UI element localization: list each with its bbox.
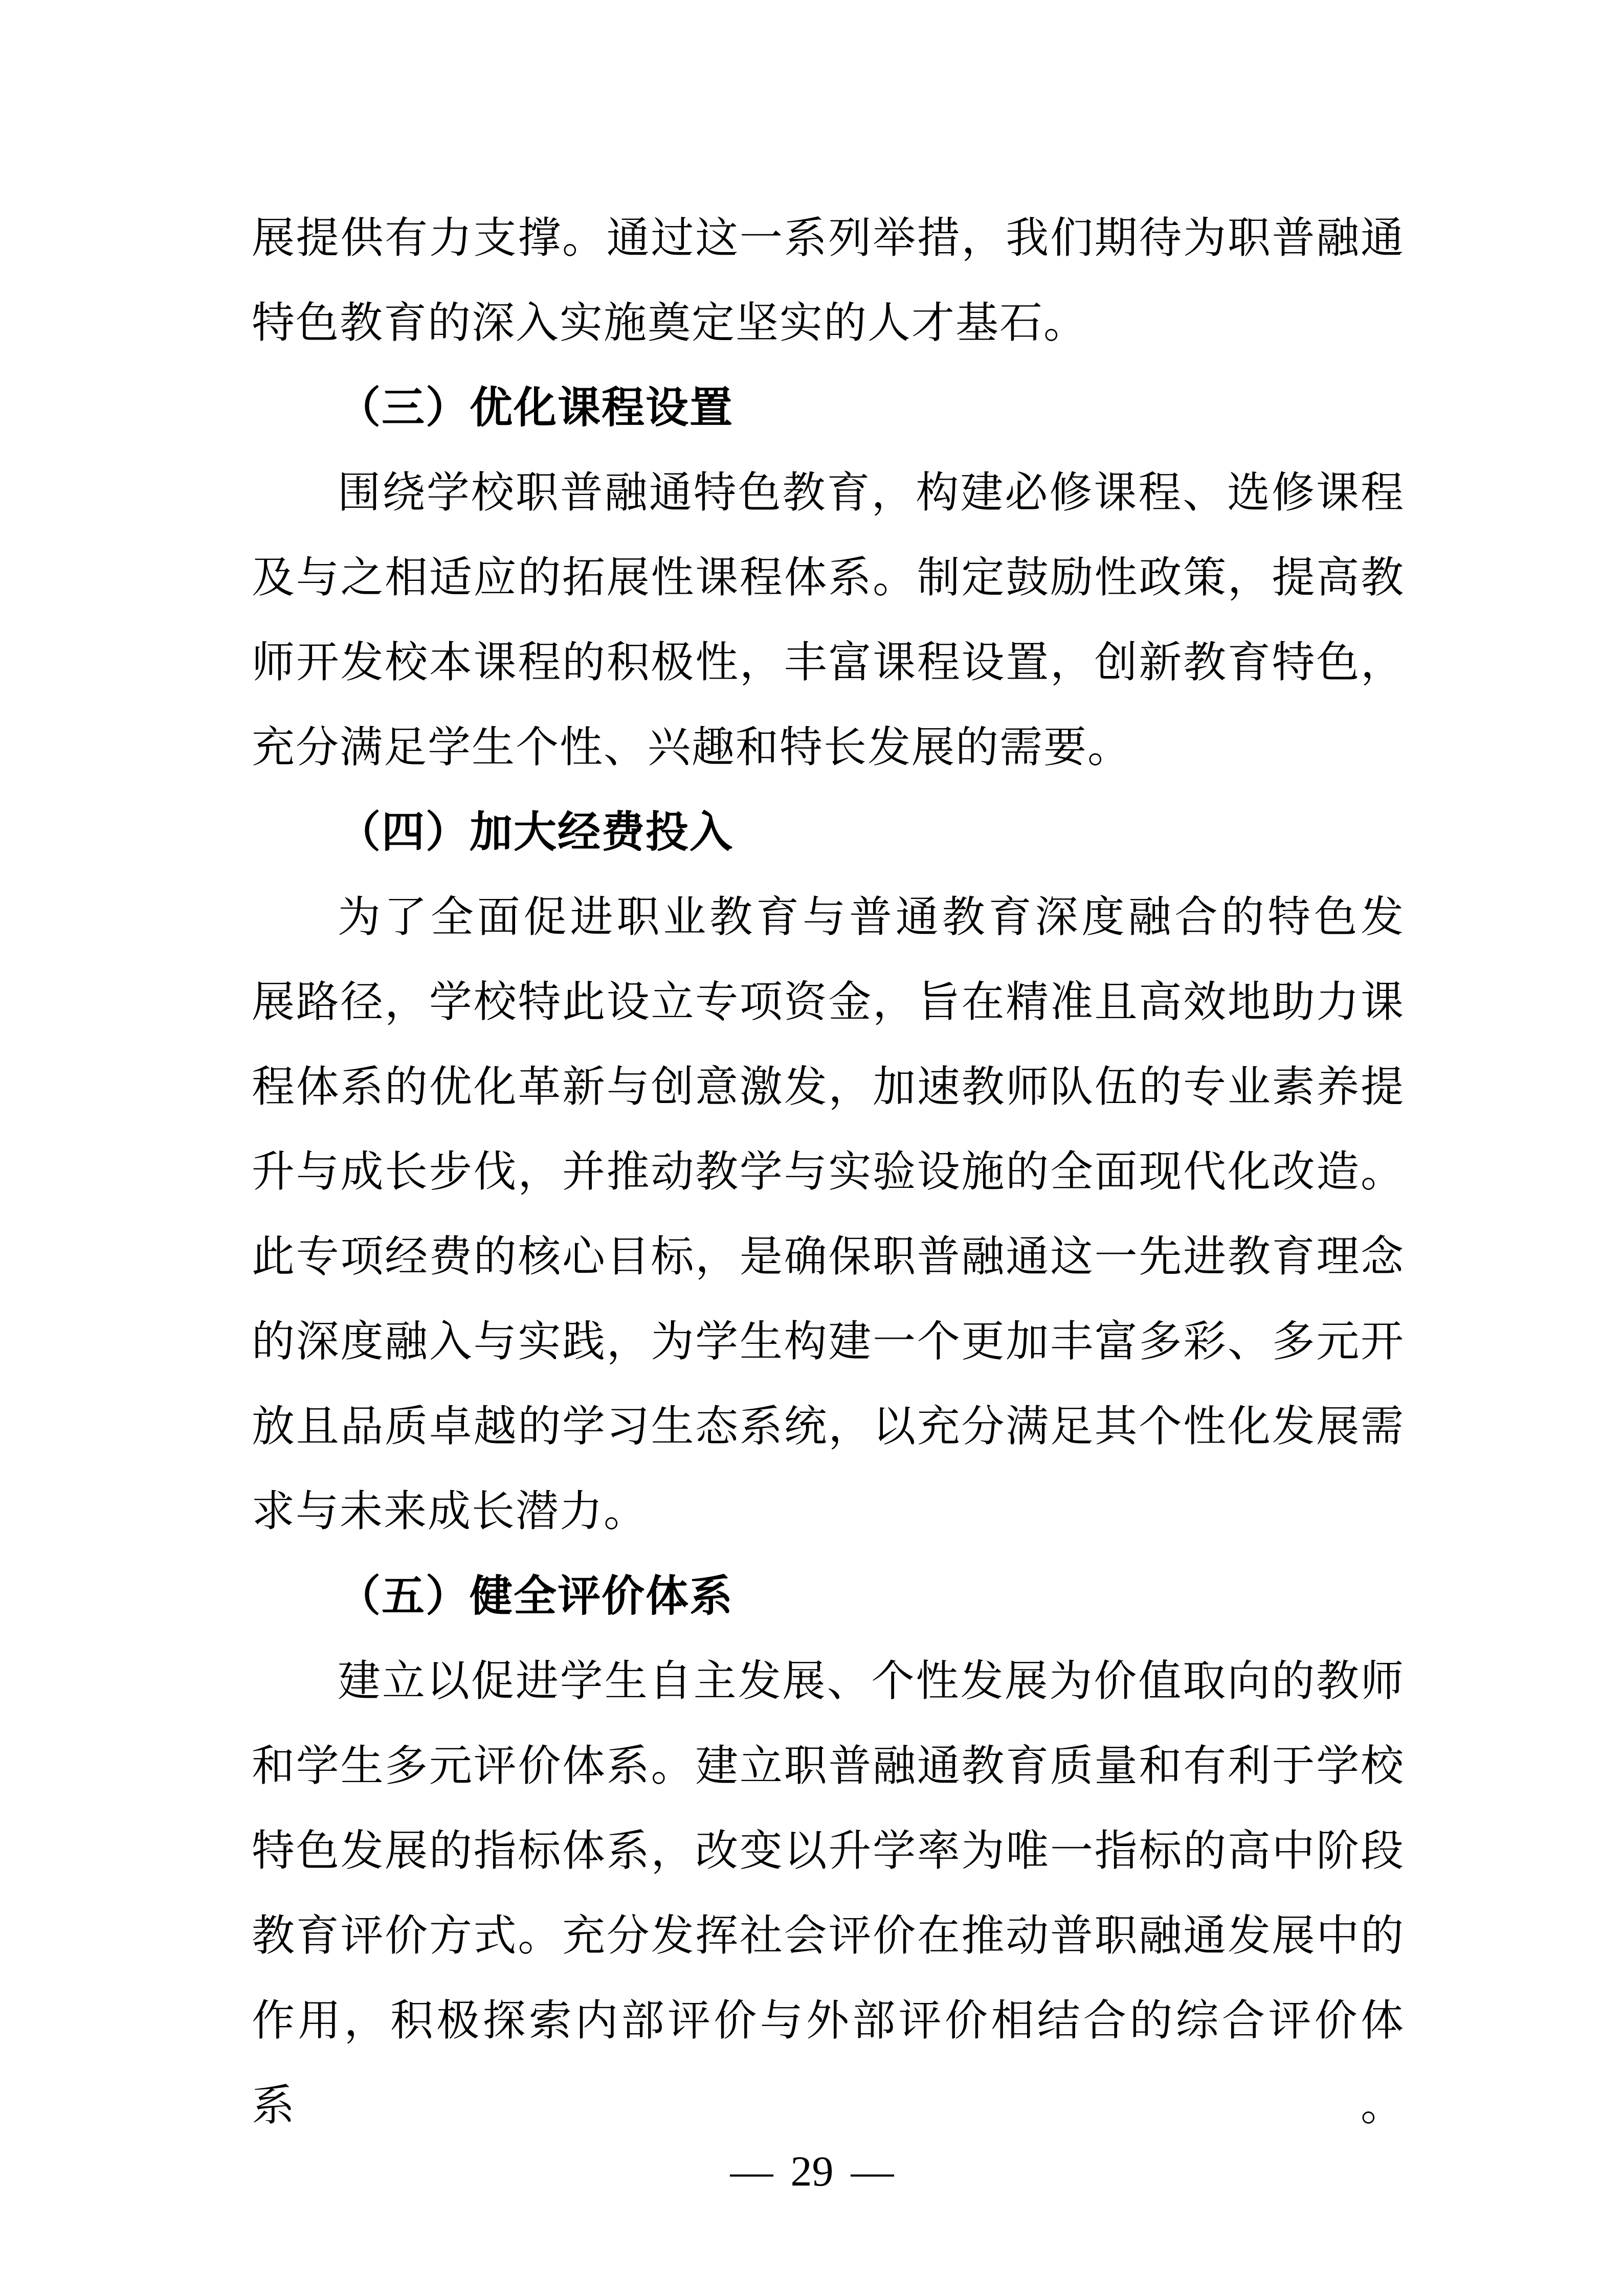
body-line: 作用，积极探索内部评价与外部评价相结合的综合评价体系。 [252,1997,1405,2130]
body-line: 的深度融入与实践，为学生构建一个更加丰富多彩、多元开 [252,1318,1405,1366]
body-line: 建立以促进学生自主发展、个性发展为价值取向的教师 [338,1658,1405,1705]
section-heading: （五）健全评价体系 [338,1573,734,1620]
body-line: 为了全面促进职业教育与普通教育深度融合的特色发 [338,894,1405,941]
footer-dash-right: — [851,2148,894,2195]
body-line: 此专项经费的核心目标，是确保职普融通这一先进教育理念 [252,1233,1405,1281]
footer-dash-left: — [730,2148,773,2195]
body-line: 升与成长步伐，并推动教学与实验设施的全面现代化改造。 [252,1149,1405,1196]
body-line: 围绕学校职普融通特色教育，构建必修课程、选修课程 [338,469,1405,517]
body-line: 放且品质卓越的学习生态系统，以充分满足其个性化发展需 [252,1403,1405,1451]
body-line: 特色教育的深入实施奠定坚实的人才基石。 [252,300,1088,347]
body-line: 及与之相适应的拓展性课程体系。制定鼓励性政策，提高教 [252,554,1405,602]
body-line: 展路径，学校特此设立专项资金，旨在精准且高效地助力课 [252,979,1405,1026]
document-body [252,196,1405,2130]
section-heading: （三）优化课程设置 [338,385,734,432]
page-number: 29 [790,2148,834,2195]
body-line: 充分满足学生个性、兴趣和特长发展的需要。 [252,724,1132,772]
body-line: 程体系的优化革新与创意激发，加速教师队伍的专业素养提 [252,1064,1405,1111]
page-footer [0,2150,1624,2193]
body-line: 师开发校本课程的积极性，丰富课程设置，创新教育特色， [252,639,1405,687]
body-line: 展提供有力支撑。通过这一系列举措，我们期待为职普融通 [252,215,1405,262]
body-line: 和学生多元评价体系。建立职普融通教育质量和有利于学校 [252,1743,1405,1790]
section-heading: （四）加大经费投入 [338,809,734,857]
body-line: 特色发展的指标体系，改变以升学率为唯一指标的高中阶段 [252,1828,1405,1875]
body-line: 求与未来成长潜力。 [252,1488,648,1536]
body-line: 教育评价方式。充分发挥社会评价在推动普职融通发展中的 [252,1912,1405,1960]
